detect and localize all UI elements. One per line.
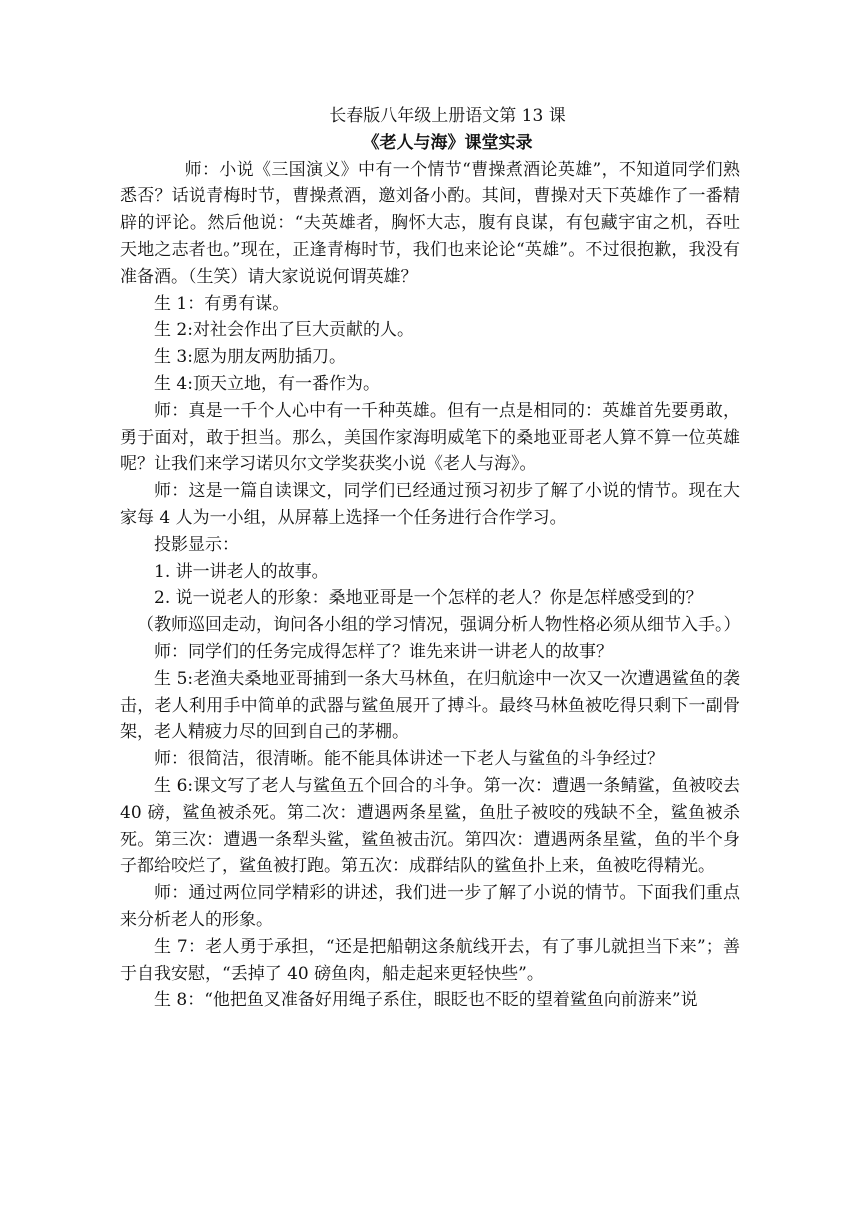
paragraph: 生 7：老人勇于承担，“还是把船朝这条航线开去，有了事儿就担当下来”；善于自我安慰，“丢掉了 40 磅鱼肉，船走起来更轻快些”。: [120, 936, 740, 984]
paragraph: 师：这是一篇自读课文，同学们已经通过预习初步了解了小说的情节。现在大家每 4 人为一小组，从屏幕上选择一个任务进行合作学习。: [120, 481, 740, 528]
task-item-1: 1. 讲一讲老人的故事。: [154, 561, 329, 582]
paragraph: 师：很简洁，很清晰。能不能具体讲述一下老人与鲨鱼的斗争经过？: [154, 749, 664, 770]
paragraph: 生 3:愿为朋友两肋插刀。: [154, 347, 346, 368]
paragraph: 师：真是一千个人心中有一千种英雄。但有一点是相同的：英雄首先要勇敢，勇于面对，敢于担当。那么，美国作家海明威笔下的桑地亚哥老人算不算一位英雄呢？让我们来学习诺贝尔文学奖获奖小说《老人与海》。: [120, 400, 740, 475]
paragraph: 投影显示：: [154, 534, 239, 555]
paragraph: 师：通过两位同学精彩的讲述，我们进一步了解了小说的情节。下面我们重点来分析老人的形象。: [120, 883, 740, 930]
paragraph: 生 2:对社会作出了巨大贡献的人。: [154, 320, 414, 341]
document-subtitle: 《老人与海》课堂实录: [362, 132, 533, 153]
paragraph: 生 1：有勇有谋。: [154, 293, 290, 314]
teacher-note: （教师巡回走动，询问各小组的学习情况，强调分析人物性格必须从细节入手。）: [137, 615, 741, 636]
paragraph: 生 6:课文写了老人与鲨鱼五个回合的斗争。第一次：遭遇一条鲭鲨，鱼被咬去 40 磅，鲨鱼被杀死。第二次：遭遇两条星鲨，鱼肚子被咬的残缺不全，鲨鱼被杀死。第三次：遭遇一条犁头鲨，鲨鱼被击沉。第四次：遭遇两条星鲨，鱼的半个身子都给咬烂了，鲨鱼被打跑。第五次：成群结队的鲨鱼扑上来，鱼被吃得精光。: [120, 775, 740, 877]
task-item-2: 2. 说一说老人的形象：桑地亚哥是一个怎样的老人？你是怎样感受到的？: [154, 588, 703, 609]
paragraph: 生 5:老渔夫桑地亚哥捕到一条大马林鱼，在归航途中一次又一次遭遇鲨鱼的袭击，老人利用手中简单的武器与鲨鱼展开了搏斗。最终马林鱼被吃得只剩下一副骨架，老人精疲力尽的回到自己的茅棚。: [120, 668, 740, 743]
paragraph: 生 8：“他把鱼叉准备好用绳子系住，眼眨也不眨的望着鲨鱼向前游来”说: [154, 990, 698, 1011]
document-title: 长春版八年级上册语文第 13 课: [329, 106, 566, 126]
document-body: [120, 103, 740, 1014]
paragraph-intro: 师：小说《三国演义》中有一个情节“曹操煮酒论英雄”，不知道同学们熟悉否？话说青梅时节，曹操煮酒，邀刘备小酌。其间，曹操对天下英雄作了一番精辟的评论。然后他说：“夫英雄者，胸怀大志，腹有良谋，有包藏宇宙之机，吞吐天地之志者也。”现在，正逢青梅时节，我们也来论论“英雄”。不过很抱歉，我没有准备酒。（生笑）请大家说说何谓英雄？: [120, 159, 740, 287]
paragraph: 师：同学们的任务完成得怎样了？谁先来讲一讲老人的故事？: [154, 641, 613, 662]
paragraph: 生 4:顶天立地，有一番作为。: [154, 373, 380, 394]
